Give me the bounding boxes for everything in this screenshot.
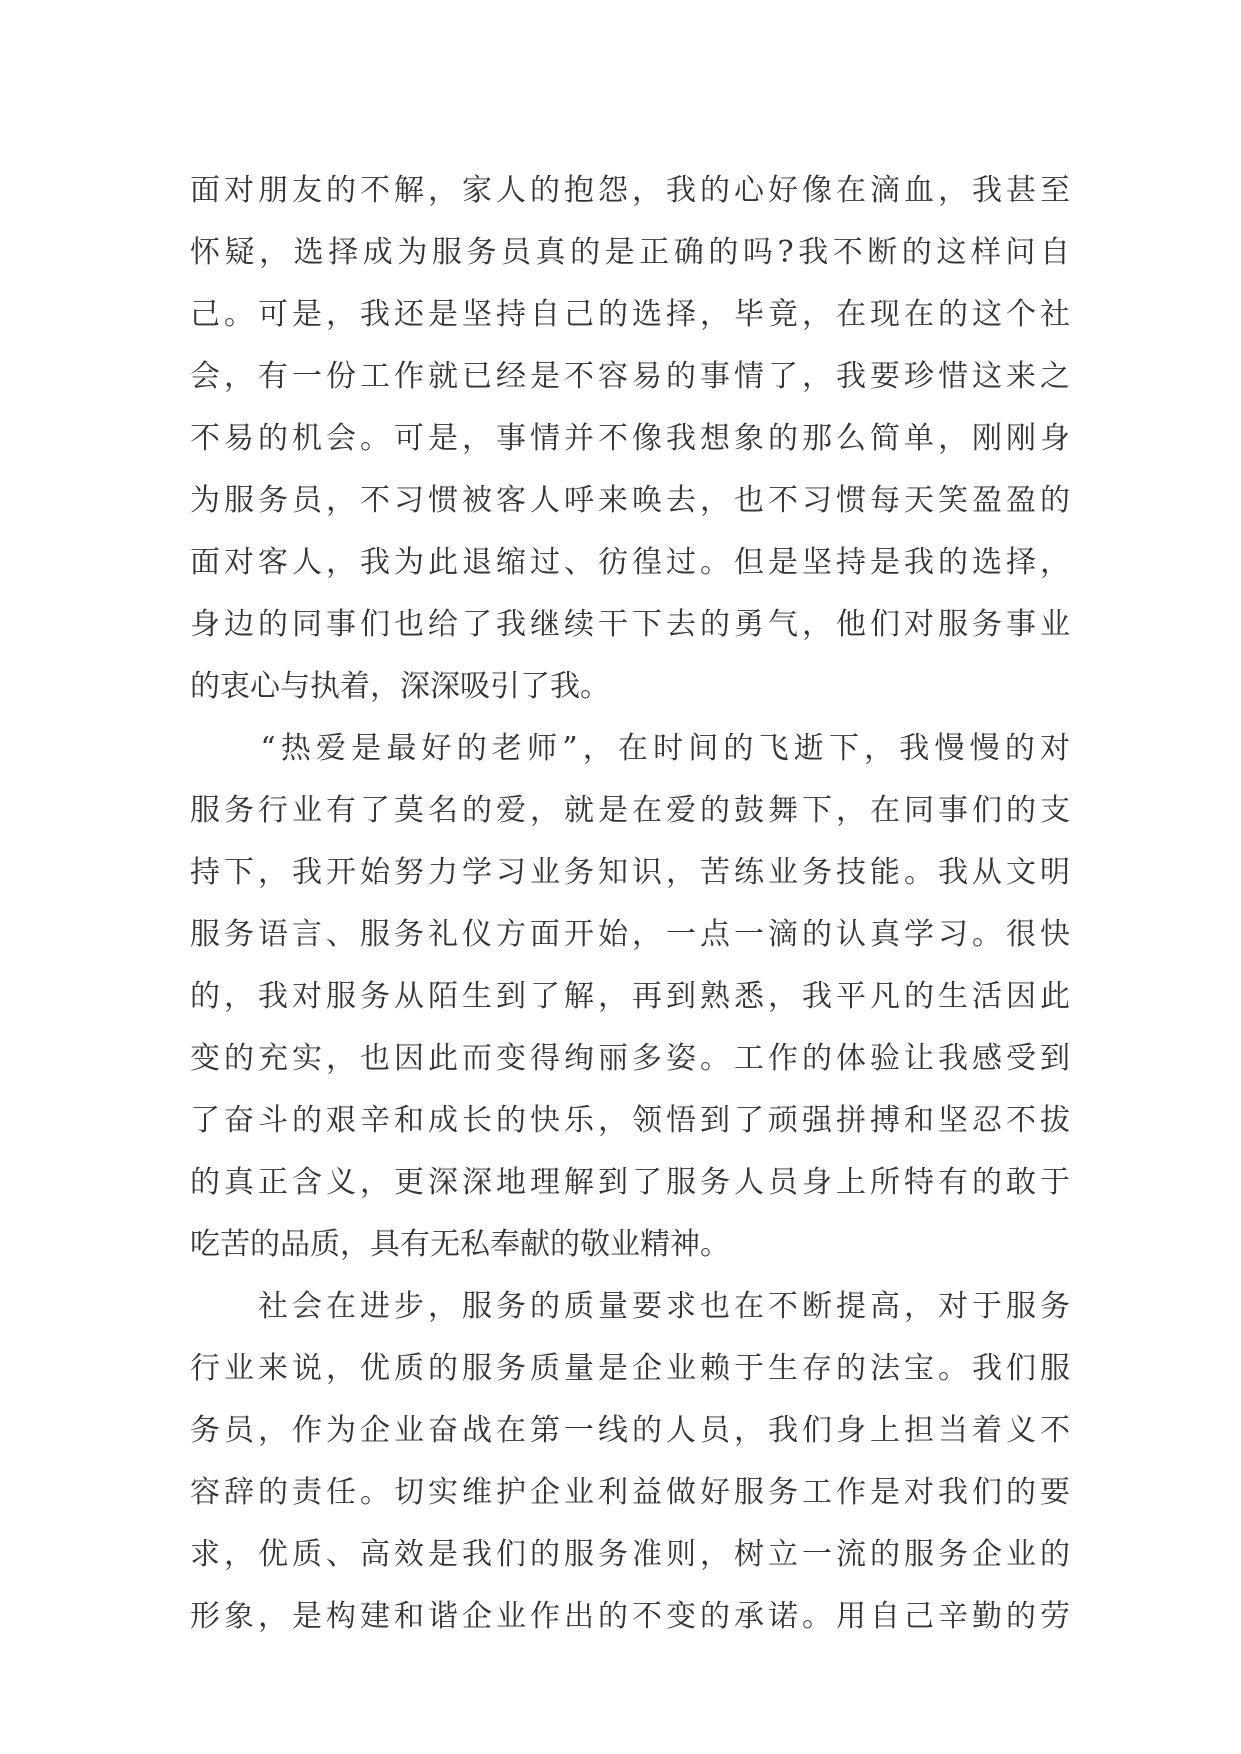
text-line: 服务语言、服务礼仪方面开始，一点一滴的认真学习。很快 <box>190 917 1070 952</box>
text-line: 会，有一份工作就已经是不容易的事情了，我要珍惜这来之 <box>190 359 1070 394</box>
text-line: 面对朋友的不解，家人的抱怨，我的心好像在滴血，我甚至 <box>190 173 1070 208</box>
text-line: 为服务员，不习惯被客人呼来唤去，也不习惯每天笑盈盈的 <box>190 483 1070 518</box>
text-line: 形象，是构建和谐企业作出的不变的承诺。用自己辛勤的劳 <box>190 1599 1070 1634</box>
text-line: 面对客人，我为此退缩过、彷徨过。但是坚持是我的选择， <box>190 545 1070 580</box>
text-line: 己。可是，我还是坚持自己的选择，毕竟，在现在的这个社 <box>190 297 1070 332</box>
text-line: 了奋斗的艰辛和成长的快乐，领悟到了顽强拼搏和坚忍不拔 <box>190 1103 1070 1138</box>
text-line: 社会在进步，服务的质量要求也在不断提高，对于服务 <box>190 1289 1070 1324</box>
text-line: 行业来说，优质的服务质量是企业赖于生存的法宝。我们服 <box>190 1351 1070 1386</box>
text-line: 容辞的责任。切实维护企业利益做好服务工作是对我们的要 <box>190 1475 1070 1510</box>
text-line: 务员，作为企业奋战在第一线的人员，我们身上担当着义不 <box>190 1413 1070 1448</box>
text-line: 服务行业有了莫名的爱，就是在爱的鼓舞下，在同事们的支 <box>190 793 1070 828</box>
text-line: 的真正含义，更深深地理解到了服务人员身上所特有的敢于 <box>190 1165 1070 1200</box>
text-line: “热爱是最好的老师”，在时间的飞逝下，我慢慢的对 <box>190 731 1070 766</box>
text-line: 持下，我开始努力学习业务知识，苦练业务技能。我从文明 <box>190 855 1070 890</box>
text-line: 求，优质、高效是我们的服务准则，树立一流的服务企业的 <box>190 1537 1070 1572</box>
body-text <box>190 160 1070 1648</box>
paragraph-end-line: 的衷心与执着，深深吸引了我。 <box>190 669 610 704</box>
text-line: 的，我对服务从陌生到了解，再到熟悉，我平凡的生活因此 <box>190 979 1070 1014</box>
text-line: 变的充实，也因此而变得绚丽多姿。工作的体验让我感受到 <box>190 1041 1070 1076</box>
text-line: 怀疑，选择成为服务员真的是正确的吗?我不断的这样问自 <box>190 235 1070 270</box>
text-line: 身边的同事们也给了我继续干下去的勇气，他们对服务事业 <box>190 607 1070 642</box>
text-line: 不易的机会。可是，事情并不像我想象的那么简单，刚刚身 <box>190 421 1070 456</box>
paragraph-end-line: 吃苦的品质，具有无私奉献的敬业精神。 <box>190 1227 730 1262</box>
